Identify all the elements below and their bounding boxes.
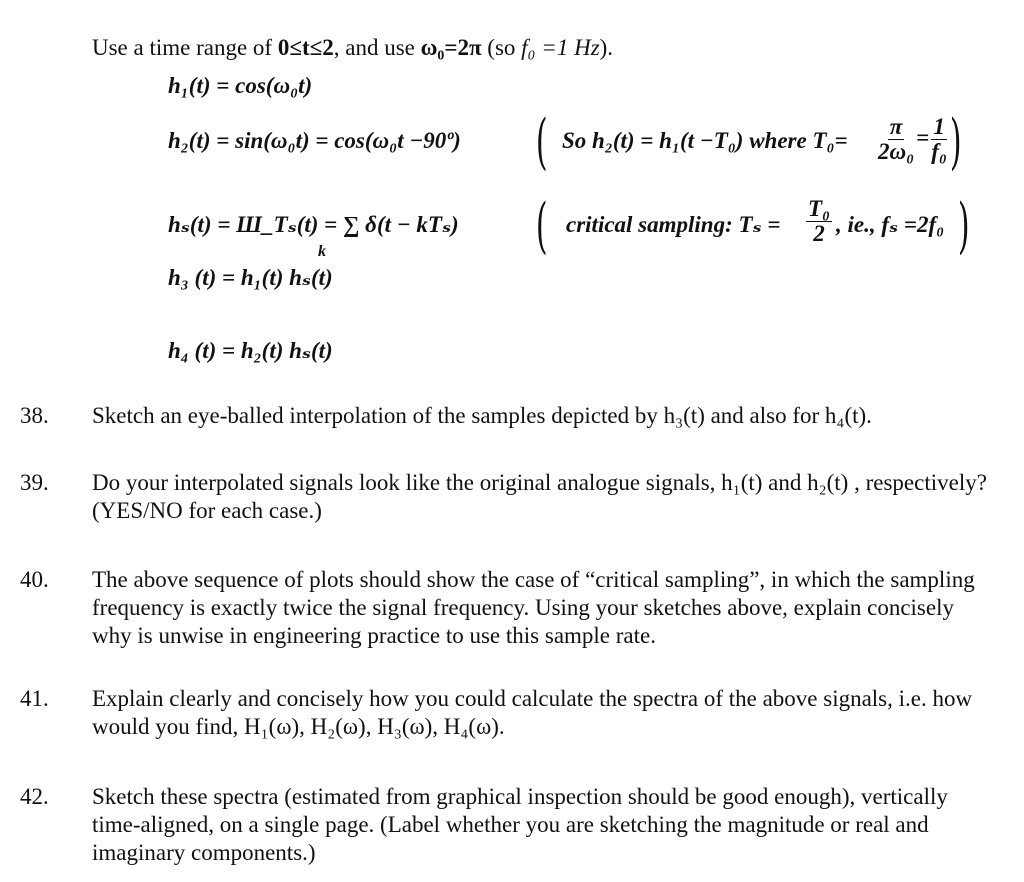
fraction-pi-over-2w0: $\frac{\pi}{\text{2ω₀}}$ <box>878 114 915 164</box>
right-paren-1: ) <box>949 107 962 177</box>
right-paren-2: ) <box>957 191 970 261</box>
intro-so: (so <box>487 35 522 60</box>
equation-h2: h₂(t) = sin(ω₀t) = cos(ω₀t −90º) <box>168 128 461 153</box>
question-number-39: 39. <box>20 470 49 495</box>
question-text-40: The above sequence of plots should show the case of “critical sampling”, in which the sampling frequency is exactly twice the signal frequency. Using your sketches above, explain concisely why is unwise in engineering practice to use this sample rate. <box>92 567 975 648</box>
left-paren-2: ( <box>535 191 548 261</box>
left-paren-1: ( <box>535 107 548 177</box>
question-text-41: Explain clearly and concisely how you could calculate the spectra of the above signals, i.e. how would you find, H₁(ω), H₂(ω), H₃(ω), H₄(ω). <box>92 686 973 739</box>
intro-range: 0≤t≤2 <box>277 35 334 60</box>
question-number-40: 40. <box>20 567 49 592</box>
equation-hs: hₛ(t) = Ш_Tₛ(t) = ∑ δ(t − kTₛ) <box>168 212 459 237</box>
equation-h1: h₁(t) = cos(ω₀t) <box>168 73 313 98</box>
intro-omega: ω₀=2π <box>420 35 482 60</box>
critical-sampling-text: critical sampling: Tₛ = <box>566 212 781 237</box>
question-text-42: Sketch these spectra (estimated from graphical inspection should be good enough), vertically time-aligned, on a single page. (Label whether you are sketching the magnitude or real and imaginary components.) <box>92 784 948 865</box>
intro-f0: f₀ =1 Hz <box>521 35 600 60</box>
question-number-41: 41. <box>20 686 49 711</box>
equation-h3: h₃ (t) = h₁(t) hₛ(t) <box>168 265 333 290</box>
intro-line <box>92 34 613 62</box>
question-number-42: 42. <box>20 784 49 809</box>
intro-mid: , and use <box>333 35 421 60</box>
question-text-39: Do your interpolated signals look like the original analogue signals, h₁(t) and h₂(t) , respectively? (YES/NO for each case.) <box>92 470 987 523</box>
question-text-38: Sketch an eye-balled interpolation of the samples depicted by h₃(t) and also for h₄(t). <box>92 403 872 428</box>
fraction-t0-over-2: $\frac{\text{T₀}}{2}$ <box>808 196 831 246</box>
equation-h4: h₄ (t) = h₂(t) hₛ(t) <box>168 338 333 363</box>
intro-prefix: Use a time range of <box>92 35 278 60</box>
critical-sampling-fraction <box>804 197 834 246</box>
intro-close: ). <box>599 35 614 60</box>
h2-note-text: So h₂(t) = h₁(t −T₀) where T₀= <box>562 128 848 153</box>
h2-note-fractions: $\frac{\pi}{\text{2ω₀}}$ = $\frac{1}{\text{f₀}}$ <box>878 114 947 164</box>
equation-h2-note <box>562 127 848 155</box>
fraction-1-over-f0: $\frac{1}{\text{f₀}}$ <box>931 114 947 164</box>
critical-sampling-suffix: , ie., fₛ =2f₀ <box>836 212 945 237</box>
question-number-38: 38. <box>20 403 49 428</box>
equation-hs-k: k <box>318 243 326 260</box>
